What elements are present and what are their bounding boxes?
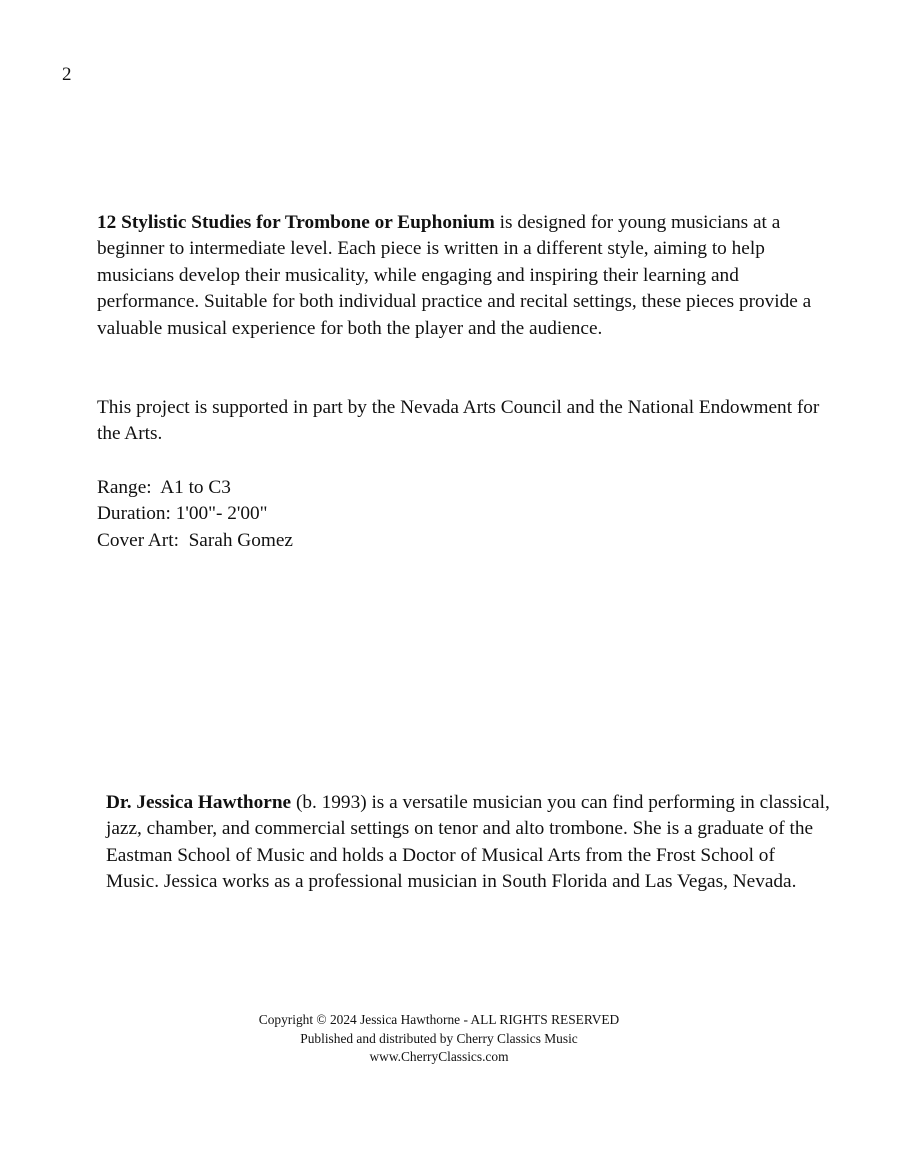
- duration-line: Duration: 1'00"- 2'00": [97, 503, 268, 525]
- cover-art-line: Cover Art: Sarah Gomez: [97, 529, 293, 551]
- copyright-footer: [150, 1011, 728, 1067]
- publisher-line: Published and distributed by Cherry Classics Music: [300, 1030, 578, 1046]
- bio-text: (b. 1993) is a versatile musician you can find performing in classical, jazz, chamber, and commercial settings on tenor and alto trombone. She is a graduate of the Eastman School of Music and holds a Doctor of Musical Arts from the Frost School of Music. Jessica works as a professional musician in South Florida and Las Vegas, Nevada.: [106, 792, 830, 893]
- description-text: is designed for young musicians at a beginner to intermediate level. Each piece is written in a different style, aiming to help musicians develop their musicality, while engaging and inspiring their learning and performance. Suitable for both individual practice and recital settings, these pieces provide a valuable musical experience for both the player and the audience.: [97, 212, 812, 339]
- range-line: Range: A1 to C3: [97, 477, 231, 498]
- website-line: www.CherryClassics.com: [369, 1049, 509, 1065]
- description-paragraph: [97, 210, 827, 342]
- copyright-line: Copyright © 2024 Jessica Hawthorne - ALL RIGHTS RESERVED: [258, 1012, 620, 1027]
- page-number: 2: [62, 64, 72, 85]
- support-paragraph: This project is supported in part by the Nevada Arts Council and the National Endowment for the Arts.: [97, 397, 820, 445]
- book-title: 12 Stylistic Studies for Trombone or Euphonium: [97, 212, 495, 233]
- bio-name: Dr. Jessica Hawthorne: [106, 792, 292, 813]
- details-block: [97, 475, 597, 554]
- bio-paragraph: [106, 790, 831, 896]
